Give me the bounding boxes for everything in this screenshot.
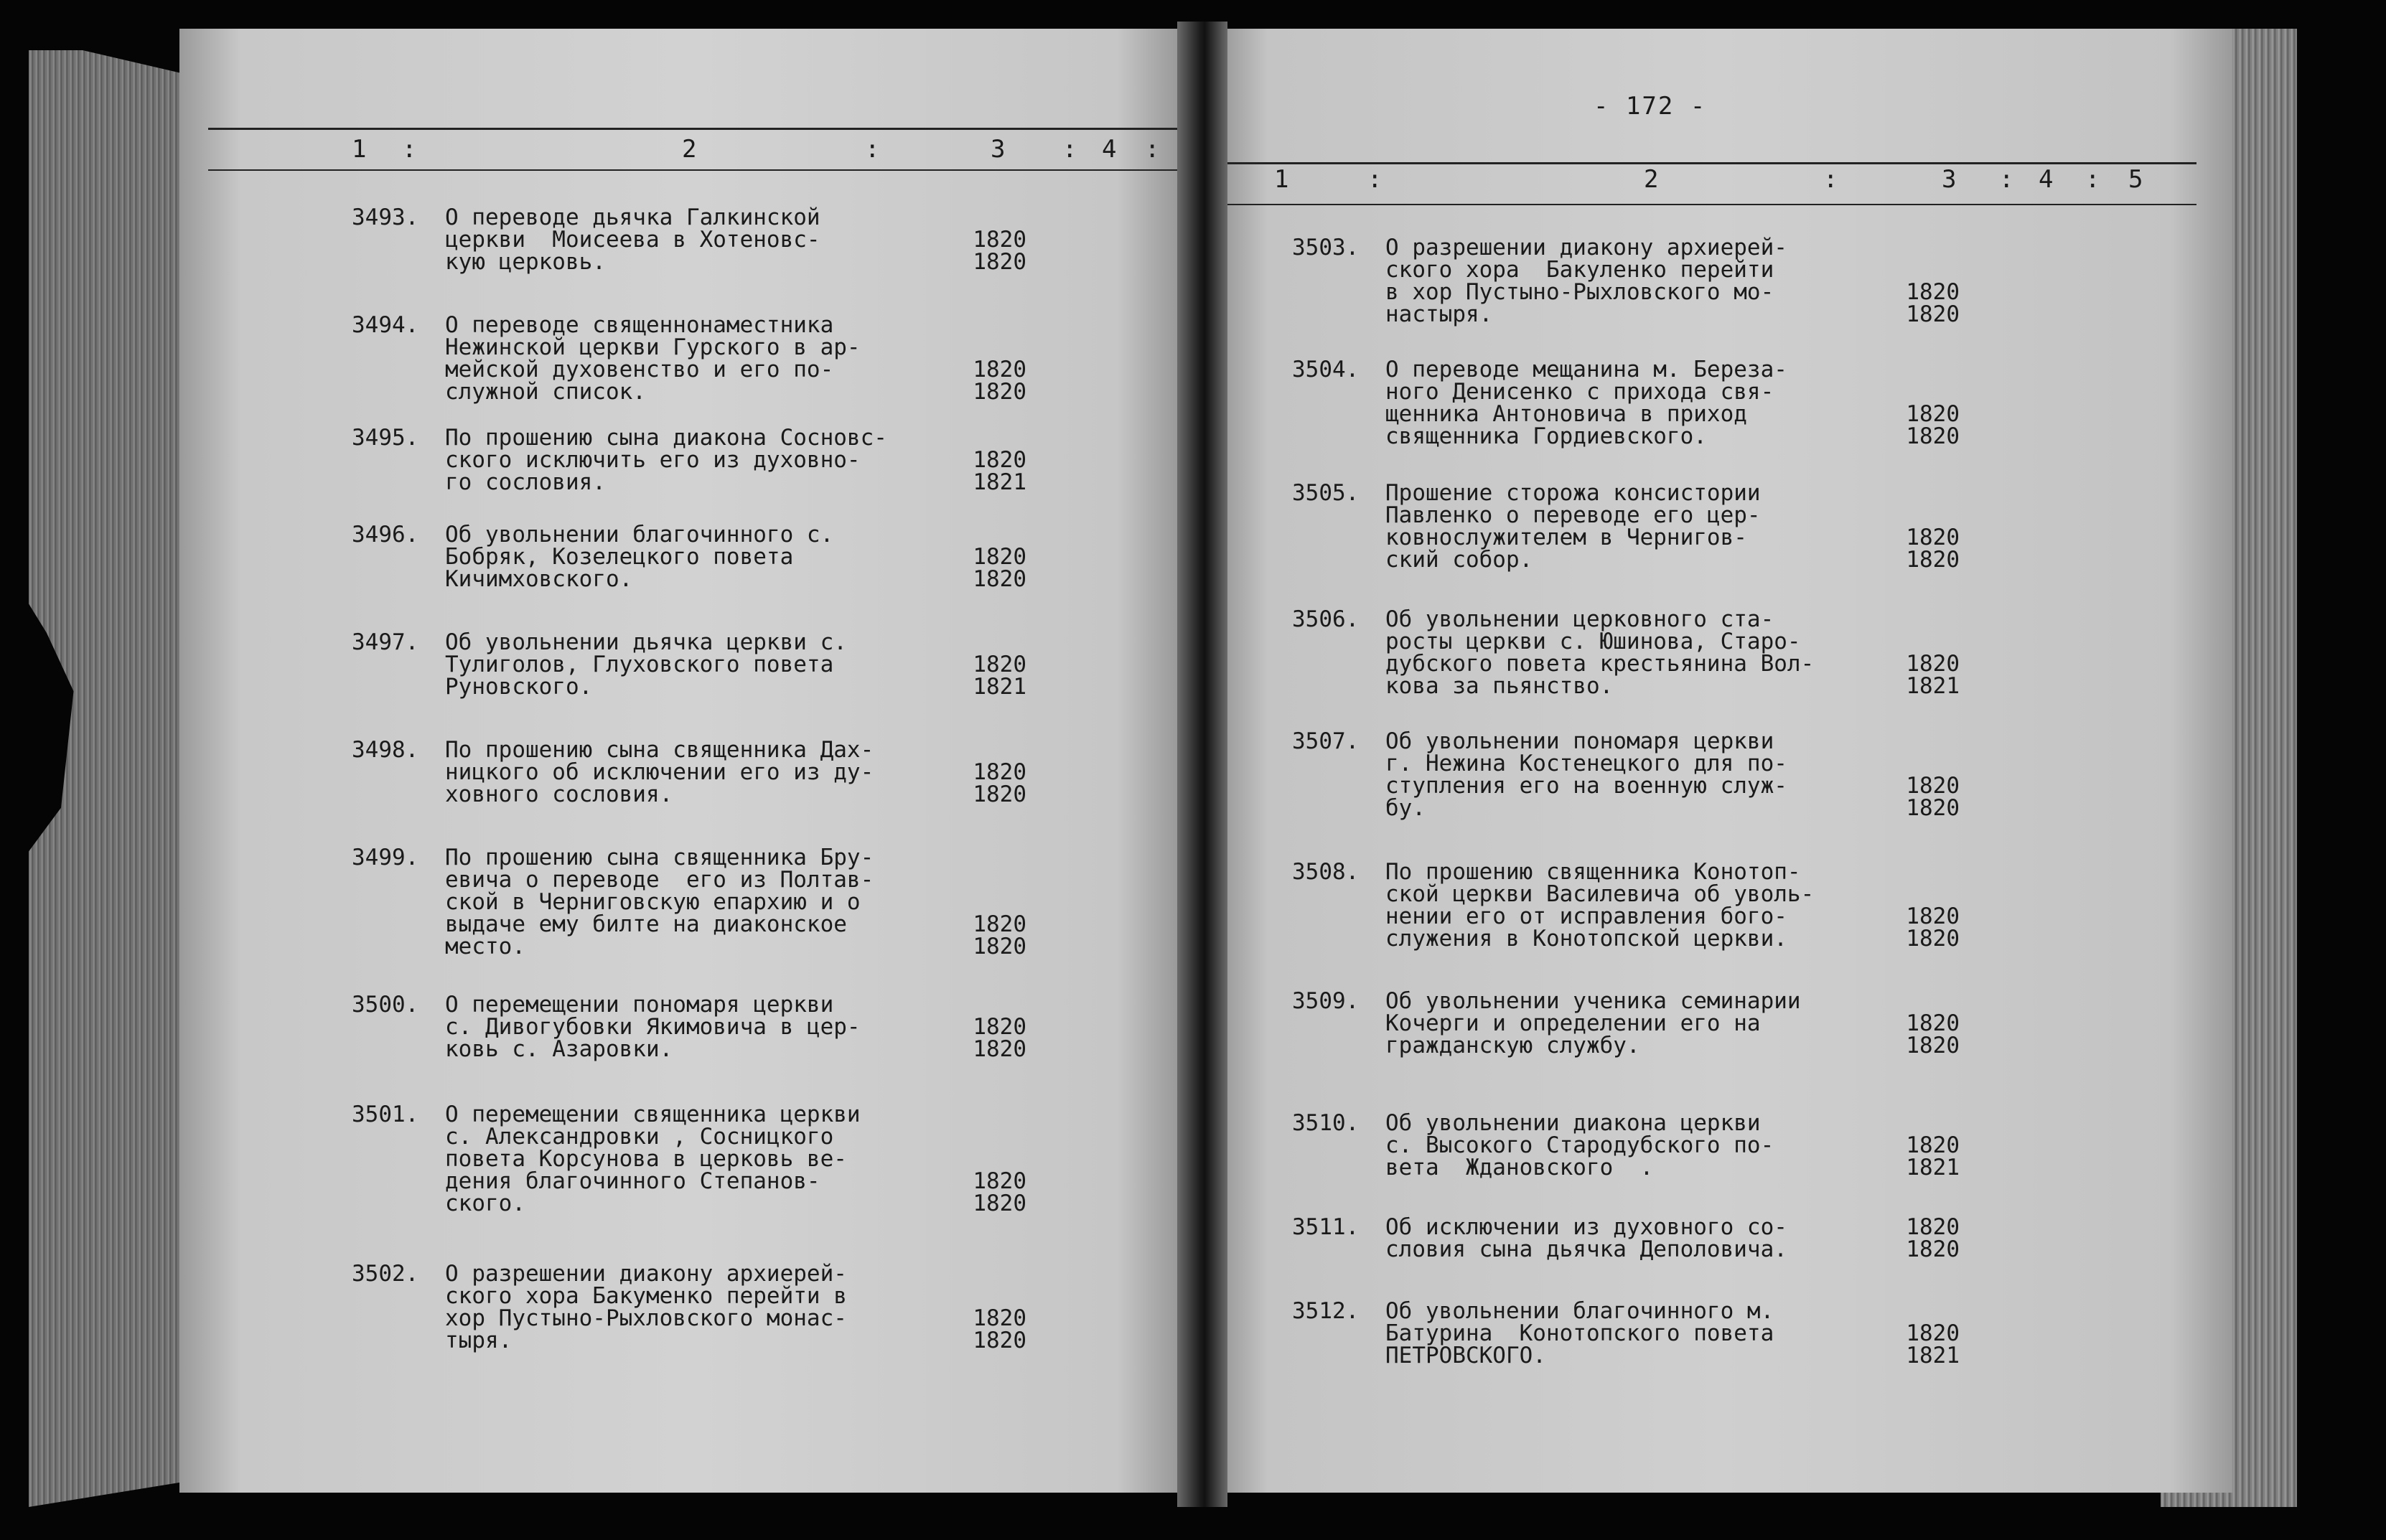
col-1-label: 1 <box>352 135 368 164</box>
col-separator: : <box>865 135 881 164</box>
description-line: церкви Моисеева в Хотеновс- <box>445 227 820 253</box>
description-line: По прошению сына священника Дах- <box>445 737 874 763</box>
description-line: ховного сословия. <box>445 781 673 807</box>
register-entry <box>1292 606 2010 705</box>
start-year: 1820 <box>973 759 1026 785</box>
description-line: гражданскую службу. <box>1385 1033 1640 1058</box>
entry-description <box>1385 1112 1774 1179</box>
description-line: г. Нежина Костенецкого для по- <box>1385 751 1787 776</box>
entry-number: 3495. <box>352 425 419 451</box>
entry-description <box>445 314 861 403</box>
entry-dates <box>969 229 1026 273</box>
end-year: 1821 <box>1906 673 1960 699</box>
entry-dates <box>1902 527 1960 571</box>
description-line: щенника Антоновича в приход <box>1385 401 1747 427</box>
description-line: ский собор. <box>1385 547 1533 573</box>
description-line: ного Денисенко с прихода свя- <box>1385 379 1774 405</box>
description-line: О переводе дьячка Галкинской <box>445 205 820 230</box>
register-entry <box>1292 237 2010 333</box>
description-line: с. Высокого Стародубского по- <box>1385 1132 1774 1158</box>
description-line: Руновского. <box>445 674 593 700</box>
col-3-label: 3 <box>991 135 1006 164</box>
register-entry <box>352 524 1070 598</box>
entry-description <box>445 1263 847 1352</box>
description-line: повета Корсунова в церковь ве- <box>445 1146 847 1172</box>
entry-dates <box>969 1307 1026 1352</box>
end-year: 1820 <box>1906 547 1960 573</box>
register-entry <box>1292 1216 2010 1268</box>
description-line: ской в Черниговскую епархию и о <box>445 889 861 915</box>
description-line: ПЕТРОВСКОГО. <box>1385 1343 1546 1368</box>
register-entry <box>352 629 1070 705</box>
entry-description <box>445 524 833 591</box>
description-line: Павленко о переводе его цер- <box>1385 502 1761 528</box>
entry-dates <box>969 546 1026 591</box>
register-entry <box>1292 1112 2010 1186</box>
entry-description <box>1385 1300 1774 1367</box>
entry-description <box>445 1104 861 1215</box>
col-separator: : <box>2085 165 2101 194</box>
entry-dates <box>1902 1216 1960 1261</box>
col-separator: : <box>402 135 418 164</box>
description-line: Кичимховского. <box>445 566 633 592</box>
end-year: 1820 <box>973 249 1026 275</box>
end-year: 1820 <box>1906 301 1960 327</box>
description-line: О переводе священнонаместника <box>445 312 834 338</box>
description-line: дубского повета крестьянина Вол- <box>1385 651 1815 677</box>
end-year: 1821 <box>1906 1155 1960 1180</box>
description-line: Об увольнении церковного ста- <box>1385 606 1774 632</box>
description-line: Нежинской церкви Гурского в ар- <box>445 334 861 360</box>
start-year: 1820 <box>973 1305 1026 1331</box>
register-entry <box>352 1104 1070 1222</box>
page-number: - 172 - <box>1594 92 1707 121</box>
header-bottom-rule <box>208 169 1199 171</box>
end-year: 1820 <box>1906 1033 1960 1058</box>
register-entry <box>352 427 1070 501</box>
register-entry <box>352 314 1070 410</box>
end-year: 1820 <box>973 1328 1026 1353</box>
entry-dates <box>969 911 1026 959</box>
register-entry <box>352 1263 1070 1359</box>
col-5-label: 5 <box>2128 165 2144 194</box>
description-line: Бобряк, Козелецкого повета <box>445 544 794 570</box>
start-year: 1820 <box>973 911 1026 937</box>
end-year: 1820 <box>973 379 1026 405</box>
description-line: Об увольнении дьячка церкви с. <box>445 629 847 655</box>
col-4-label: 4 <box>2039 165 2054 194</box>
entry-dates <box>969 1016 1026 1061</box>
entry-dates <box>1902 775 1960 820</box>
entry-dates <box>1902 1010 1960 1058</box>
description-line: с. Александровки , Сосницкого <box>445 1124 834 1150</box>
entry-description <box>1385 237 1787 326</box>
end-year: 1820 <box>1906 926 1960 952</box>
entry-number: 3498. <box>352 737 419 763</box>
description-line: О переводе мещанина м. Береза- <box>1385 357 1787 382</box>
entry-number: 3499. <box>352 845 419 870</box>
end-year: 1820 <box>973 1191 1026 1216</box>
register-entry <box>1292 728 2010 827</box>
entry-dates <box>1902 403 1960 448</box>
description-line: в хор Пустыно-Рыхловского мо- <box>1385 279 1774 305</box>
start-year: 1820 <box>973 1168 1026 1194</box>
left-page <box>179 29 1199 1493</box>
entry-description <box>1385 990 1801 1057</box>
start-year: 1820 <box>1906 1214 1960 1240</box>
right-page <box>1206 29 2232 1493</box>
register-entry <box>1292 990 2010 1064</box>
end-year: 1820 <box>973 566 1026 592</box>
entry-dates <box>1902 281 1960 326</box>
entry-number: 3507. <box>1292 728 1360 754</box>
description-line: настыря. <box>1385 301 1493 327</box>
description-line: мейской духовенство и его по- <box>445 357 834 382</box>
entry-description <box>445 739 874 806</box>
col-2-label: 2 <box>682 135 698 164</box>
end-year: 1821 <box>973 674 1026 700</box>
description-line: По прошению сына диакона Сосновс- <box>445 425 887 451</box>
entry-dates <box>1902 1320 1960 1368</box>
register-entry <box>1292 861 2010 957</box>
start-year: 1820 <box>1906 651 1960 677</box>
start-year: 1820 <box>1906 279 1960 305</box>
start-year: 1820 <box>1906 903 1960 929</box>
entry-description <box>1385 482 1761 571</box>
description-line: ступления его на военную служ- <box>1385 773 1787 799</box>
col-separator: : <box>1999 165 2015 194</box>
description-line: место. <box>445 934 525 959</box>
end-year: 1820 <box>973 781 1026 807</box>
entry-number: 3505. <box>1292 480 1360 506</box>
end-year: 1821 <box>973 469 1026 495</box>
description-line: кова за пьянство. <box>1385 673 1614 699</box>
entry-number: 3503. <box>1292 235 1360 260</box>
start-year: 1820 <box>973 227 1026 253</box>
entry-number: 3502. <box>352 1261 419 1287</box>
description-line: ского исключить его из духовно- <box>445 447 861 473</box>
entry-description <box>1385 1216 1787 1261</box>
col-separator: : <box>1062 135 1078 164</box>
description-line: бу. <box>1385 795 1426 821</box>
header-top-rule <box>1206 162 2196 164</box>
description-line: Об увольнении благочинного м. <box>1385 1298 1774 1324</box>
end-year: 1820 <box>973 934 1026 959</box>
header-top-rule <box>208 128 1199 130</box>
col-separator: : <box>1145 135 1161 164</box>
entry-number: 3497. <box>352 629 419 655</box>
description-line: ковь с. Азаровки. <box>445 1036 673 1062</box>
register-entry <box>352 207 1070 281</box>
description-line: росты церкви с. Юшинова, Старо- <box>1385 629 1801 654</box>
entry-number: 3501. <box>352 1102 419 1127</box>
description-line: ницкого об исключении его из ду- <box>445 759 874 785</box>
end-year: 1820 <box>1906 423 1960 449</box>
col-separator: : <box>1367 165 1383 194</box>
entry-description <box>1385 606 1815 699</box>
entry-number: 3509. <box>1292 988 1360 1014</box>
col-1-label: 1 <box>1274 165 1290 194</box>
register-entry <box>1292 359 2010 455</box>
entry-description <box>445 427 887 494</box>
start-year: 1820 <box>1906 525 1960 550</box>
entry-number: 3512. <box>1292 1298 1360 1324</box>
col-2-label: 2 <box>1644 165 1660 194</box>
description-line: служения в Конотопской церкви. <box>1385 926 1787 952</box>
start-year: 1820 <box>973 447 1026 473</box>
description-line: ского. <box>445 1191 525 1216</box>
header-bottom-rule <box>1206 204 2196 205</box>
entry-description <box>445 994 861 1061</box>
description-line: О разрешении диакону архиерей- <box>445 1261 847 1287</box>
description-line: О перемещении пономаря церкви <box>445 992 834 1018</box>
entry-dates <box>1902 903 1960 952</box>
entry-description <box>1385 359 1787 448</box>
entry-description <box>445 207 820 273</box>
description-line: ского хора Бакуменко перейти в <box>445 1283 847 1309</box>
register-entry <box>1292 482 2010 578</box>
entry-dates <box>969 761 1026 806</box>
entry-dates <box>1902 653 1960 698</box>
entry-number: 3494. <box>352 312 419 338</box>
description-line: ской церкви Василевича об уволь- <box>1385 881 1815 907</box>
book-gutter <box>1177 22 1227 1507</box>
end-year: 1820 <box>1906 1236 1960 1262</box>
description-line: Кочерги и определении его на <box>1385 1010 1761 1036</box>
col-3-label: 3 <box>1942 165 1957 194</box>
entry-description <box>1385 728 1787 821</box>
entry-description <box>445 847 874 958</box>
description-line: хор Пустыно-Рыхловского монас- <box>445 1305 847 1331</box>
entry-dates <box>969 654 1026 698</box>
start-year: 1820 <box>1906 1010 1960 1036</box>
entry-number: 3504. <box>1292 357 1360 382</box>
description-line: Об увольнении ученика семинарии <box>1385 988 1801 1014</box>
description-line: евича о переводе его из Полтав- <box>445 867 874 893</box>
description-line: нении его от исправления бого- <box>1385 903 1787 929</box>
description-line: Об исключении из духовного со- <box>1385 1214 1787 1240</box>
description-line: ского хора Бакуленко перейти <box>1385 257 1774 283</box>
entry-number: 3493. <box>352 205 419 230</box>
col-separator: : <box>1823 165 1839 194</box>
description-line: с. Дивогубовки Якимовича в цер- <box>445 1014 861 1040</box>
description-line: служной список. <box>445 379 646 405</box>
start-year: 1820 <box>1906 401 1960 427</box>
entry-dates <box>969 359 1026 403</box>
register-entry <box>1292 1300 2010 1374</box>
description-line: словия сына дьячка Деполовича. <box>1385 1236 1787 1262</box>
description-line: Об увольнении пономаря церкви <box>1385 728 1774 754</box>
entry-number: 3496. <box>352 522 419 548</box>
end-year: 1820 <box>973 1036 1026 1062</box>
description-line: О перемещении священника церкви <box>445 1102 861 1127</box>
description-line: дения благочинного Степанов- <box>445 1168 820 1194</box>
entry-description <box>1385 861 1814 950</box>
register-entry <box>352 847 1070 965</box>
start-year: 1820 <box>973 652 1026 677</box>
description-line: Батурина Конотопского повета <box>1385 1320 1774 1346</box>
entry-number: 3506. <box>1292 606 1360 632</box>
entry-dates <box>969 1170 1026 1215</box>
start-year: 1820 <box>973 1014 1026 1040</box>
description-line: священника Гордиевского. <box>1385 423 1707 449</box>
start-year: 1820 <box>1906 773 1960 799</box>
description-line: Об увольнении диакона церкви <box>1385 1110 1761 1136</box>
description-line: го сословия. <box>445 469 606 495</box>
register-entry <box>352 994 1070 1068</box>
entry-dates <box>1902 1132 1960 1180</box>
start-year: 1820 <box>1906 1320 1960 1346</box>
start-year: 1820 <box>973 357 1026 382</box>
description-line: О разрешении диакону архиерей- <box>1385 235 1787 260</box>
description-line: Тулиголов, Глуховского повета <box>445 652 834 677</box>
description-line: ковнослужителем в Чернигов- <box>1385 525 1747 550</box>
start-year: 1820 <box>973 544 1026 570</box>
description-line: Об увольнении благочинного с. <box>445 522 834 548</box>
entry-number: 3500. <box>352 992 419 1018</box>
description-line: По прошению священника Конотоп- <box>1385 859 1801 885</box>
description-line: кую церковь. <box>445 249 606 275</box>
end-year: 1821 <box>1906 1343 1960 1368</box>
description-line: По прошению сына священника Бру- <box>445 845 874 870</box>
entry-description <box>445 629 847 700</box>
entry-number: 3508. <box>1292 859 1360 885</box>
entry-number: 3511. <box>1292 1214 1360 1240</box>
description-line: Прошение сторожа консистории <box>1385 480 1761 506</box>
entry-number: 3510. <box>1292 1110 1360 1136</box>
end-year: 1820 <box>1906 795 1960 821</box>
description-line: выдаче ему билте на диаконское <box>445 911 847 937</box>
register-entry <box>352 739 1070 813</box>
description-line: вета Ждановского . <box>1385 1155 1654 1180</box>
start-year: 1820 <box>1906 1132 1960 1158</box>
entry-dates <box>969 449 1026 494</box>
description-line: тыря. <box>445 1328 513 1353</box>
col-4-label: 4 <box>1102 135 1118 164</box>
